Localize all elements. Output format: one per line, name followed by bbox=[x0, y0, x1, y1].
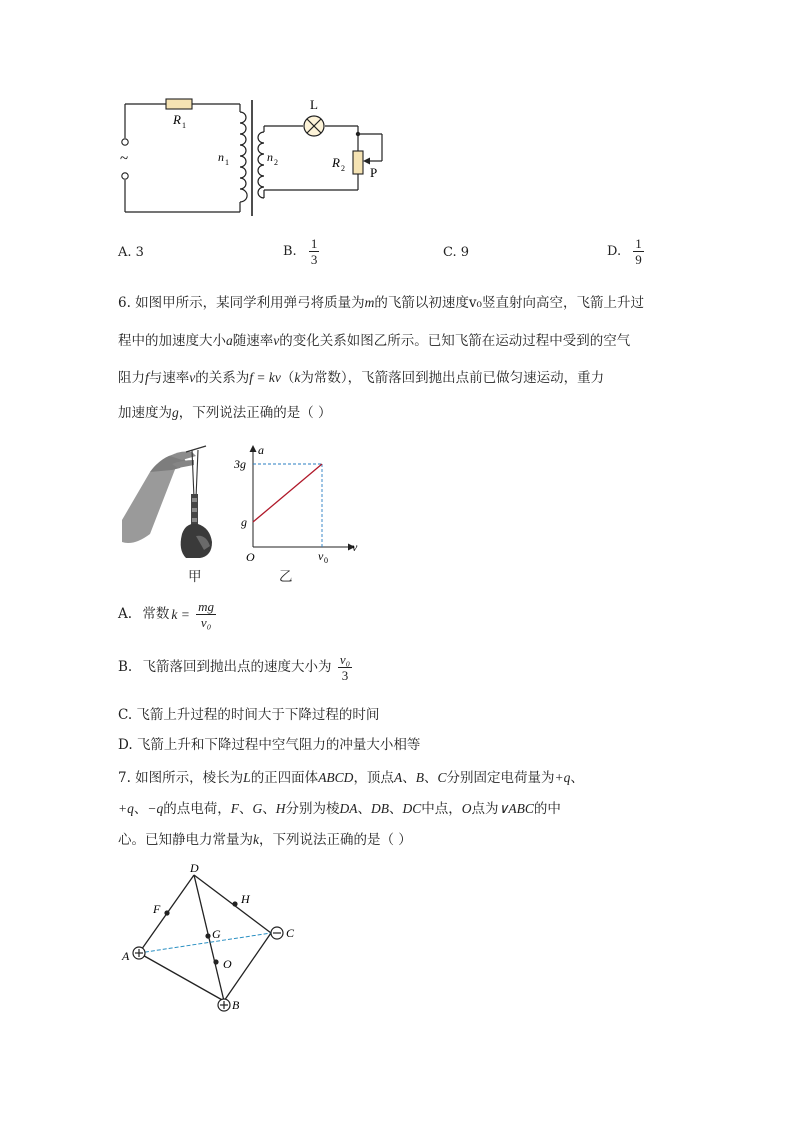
label-n2: n bbox=[267, 150, 273, 164]
series-line-av bbox=[253, 464, 322, 522]
q7-line-2: +q、−q的点电荷，F、G、H分别为棱DA、DB、DC中点，O点为∨ABC的中 bbox=[118, 801, 561, 817]
terminal-bottom bbox=[122, 173, 128, 179]
label-n1: n bbox=[218, 150, 224, 164]
q7-line-1: 7. 如图所示，棱长为L的正四面体ABCD，顶点A、B、C分别固定电荷量为+q、 bbox=[118, 770, 584, 786]
charge-b-plus-icon bbox=[218, 999, 230, 1011]
fraction: $\frac{mg}{\text{v₀}}$ bbox=[198, 599, 215, 630]
tick-label-3g: 3g bbox=[234, 457, 246, 471]
label-n1-sub: 1 bbox=[225, 158, 229, 167]
label-b: B bbox=[232, 998, 240, 1012]
ac-source-symbol: ~ bbox=[120, 151, 129, 167]
charge-a-plus-icon bbox=[133, 947, 145, 959]
fraction: $\frac{1}{9}$ bbox=[635, 236, 642, 267]
fig-label-yi: 乙 bbox=[279, 569, 293, 585]
label-r1-sub: 1 bbox=[182, 121, 186, 130]
q5-option-a[interactable]: A. 3 bbox=[118, 245, 144, 260]
label-lamp: L bbox=[310, 97, 318, 112]
circuit-diagram bbox=[110, 90, 410, 225]
q6-line-3: 阻力f与速率v的关系为f = kv（k为常数），飞箭落回到抛出点前已做匀速运动，重力 bbox=[118, 370, 605, 386]
fraction: $\frac{1}{3}$ bbox=[310, 236, 318, 267]
label-d: D bbox=[190, 861, 199, 875]
point-g bbox=[205, 933, 210, 938]
label-f: F bbox=[153, 902, 161, 916]
q6-option-d[interactable]: D. 飞箭上升和下降过程中空气阻力的冲量大小相等 bbox=[118, 737, 421, 753]
q6-option-c[interactable]: C. 飞箭上升过程的时间大于下降过程的时间 bbox=[118, 707, 380, 723]
q7-line-3: 心。已知静电力常量为k，下列说法正确的是（ ） bbox=[118, 832, 412, 848]
x-axis-label: v bbox=[352, 540, 358, 554]
label-p: P bbox=[370, 165, 378, 180]
label-o: O bbox=[223, 957, 232, 971]
tick-label-v0-sub: 0 bbox=[324, 556, 328, 565]
fig-label-jia: 甲 bbox=[188, 569, 202, 585]
resistor-r1 bbox=[166, 99, 192, 109]
point-o bbox=[213, 959, 218, 964]
resistor-r2 bbox=[353, 151, 363, 174]
q5-option-d[interactable]: D. $\frac{1}{9}$ bbox=[607, 236, 642, 267]
y-axis-label: a bbox=[258, 443, 264, 457]
fraction: $\frac{\text{v₀}}{3}$ bbox=[339, 652, 351, 683]
label-c: C bbox=[286, 926, 295, 940]
q6-line-1: 6. 如图甲所示，某同学利用弹弓将质量为m的飞箭以初速度v₀竖直射向高空，飞箭上升过 bbox=[118, 295, 644, 311]
tick-label-v0: v bbox=[318, 549, 324, 563]
point-h bbox=[232, 901, 237, 906]
tetrahedron-diagram bbox=[115, 858, 310, 1018]
label-r2: R bbox=[332, 155, 340, 170]
q6-line-4: 加速度为g，下列说法正确的是（ ） bbox=[118, 405, 332, 421]
slingshot-photo bbox=[120, 438, 220, 563]
tick-label-g: g bbox=[241, 515, 247, 529]
label-g: G bbox=[212, 927, 221, 941]
origin-label: O bbox=[246, 550, 255, 564]
label-r1: R bbox=[173, 112, 181, 127]
point-f bbox=[164, 910, 169, 915]
q6-line-2: 程中的加速度大小a随速率v的变化关系如图乙所示。已知飞箭在运动过程中受到的空气 bbox=[118, 333, 631, 349]
slider-arrow-icon bbox=[363, 158, 370, 165]
av-graph bbox=[236, 440, 364, 565]
label-a: A bbox=[122, 949, 130, 963]
charge-c-minus-icon bbox=[271, 927, 283, 939]
q5-option-b[interactable]: B. $\frac{1}{3}$ bbox=[283, 236, 318, 267]
terminal-top bbox=[122, 139, 128, 145]
q6-option-a[interactable]: A. 常数 k = $\frac{mg}{\text{v₀}}$ bbox=[118, 599, 215, 630]
label-r2-sub: 2 bbox=[341, 164, 345, 173]
q6-option-b[interactable]: B. 飞箭落回到抛出点的速度大小为 $\frac{\text{v₀}}{3}$ bbox=[118, 652, 351, 683]
label-n2-sub: 2 bbox=[274, 158, 278, 167]
q5-option-c[interactable]: C. 9 bbox=[443, 245, 470, 260]
label-h: H bbox=[241, 892, 250, 906]
